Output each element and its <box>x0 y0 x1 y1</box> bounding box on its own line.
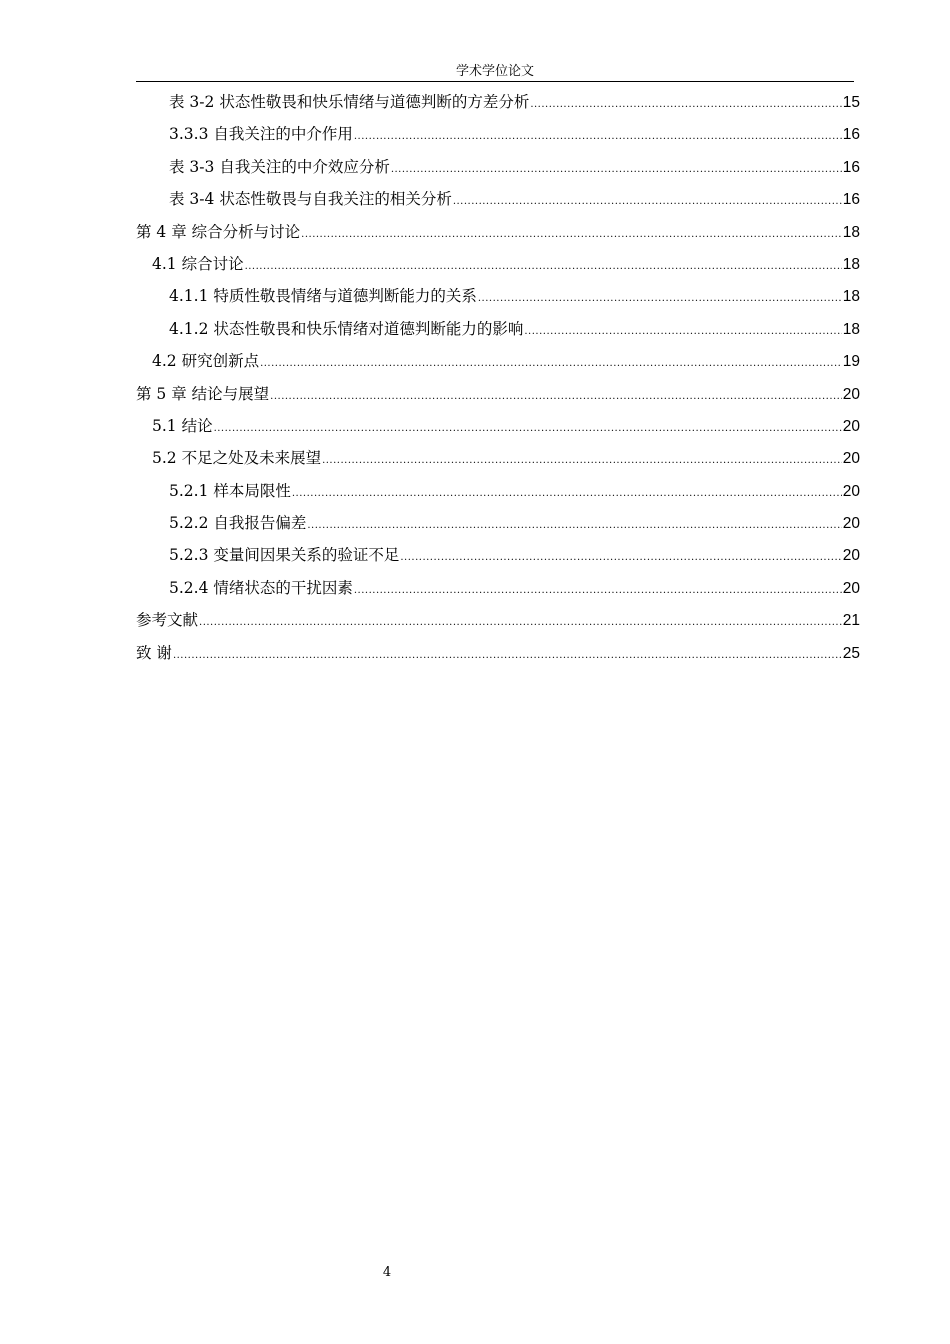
toc-entry-page-number: 18 <box>842 288 860 306</box>
toc-entry-title: 第 5 章 结论与展望 <box>136 384 270 403</box>
toc-entry-title: 表 3-4 状态性敬畏与自我关注的相关分析 <box>169 190 452 209</box>
toc-entry-page-number: 16 <box>842 191 860 209</box>
toc-entry-page-number: 20 <box>842 515 860 533</box>
toc-dot-leader <box>199 611 842 635</box>
toc-entry-page-number: 18 <box>842 223 860 241</box>
toc-entry-title: 致 谢 <box>136 643 172 662</box>
toc-entry-page-number: 20 <box>842 417 860 435</box>
toc-dot-leader <box>524 320 841 344</box>
toc-entry-page-number: 16 <box>842 158 860 176</box>
toc-entry-title: 5.2 不足之处及未来展望 <box>152 449 322 468</box>
toc-dot-leader <box>478 287 842 311</box>
toc-entry[interactable] <box>136 576 860 608</box>
page-number: 4 <box>382 1265 392 1280</box>
toc-entry-title: 4.2 研究创新点 <box>152 352 260 371</box>
toc-entry-page-number: 18 <box>842 255 860 273</box>
toc-entry[interactable] <box>136 284 860 316</box>
toc-entry-title: 4.1.1 特质性敬畏情绪与道德判断能力的关系 <box>169 287 477 306</box>
toc-entry[interactable] <box>136 414 860 446</box>
toc-entry-title: 3.3.3 自我关注的中介作用 <box>169 125 353 144</box>
toc-entry-page-number: 18 <box>842 320 860 338</box>
toc-entry-title: 5.2.3 变量间因果关系的验证不足 <box>169 546 400 565</box>
toc-entry[interactable] <box>136 511 860 543</box>
toc-entry-title: 5.1 结论 <box>152 416 213 435</box>
toc-entry-page-number: 20 <box>842 450 860 468</box>
toc-dot-leader <box>292 482 842 506</box>
page-header: 学术学位论文 <box>455 64 534 79</box>
toc-entry[interactable] <box>136 479 860 511</box>
toc-dot-leader <box>530 93 841 117</box>
toc-entry-title: 4.1 综合讨论 <box>152 254 244 273</box>
toc-entry-title: 第 4 章 综合分析与讨论 <box>136 222 301 241</box>
toc-entry-title: 表 3-3 自我关注的中介效应分析 <box>169 157 390 176</box>
toc-entry-page-number: 16 <box>842 126 860 144</box>
table-of-contents <box>136 90 860 673</box>
toc-dot-leader <box>453 190 842 214</box>
toc-entry-page-number: 20 <box>842 547 860 565</box>
toc-entry-page-number: 15 <box>842 94 860 111</box>
toc-entry-page-number: 19 <box>842 353 860 371</box>
toc-entry-page-number: 20 <box>842 385 860 403</box>
toc-entry-page-number: 21 <box>842 612 860 630</box>
toc-entry[interactable] <box>136 543 860 575</box>
toc-entry[interactable] <box>136 608 860 640</box>
toc-dot-leader <box>354 125 842 149</box>
toc-entry-title: 参考文献 <box>136 611 199 630</box>
toc-dot-leader <box>260 352 842 376</box>
toc-entry-page-number: 25 <box>842 644 860 662</box>
toc-entry-title: 5.2.2 自我报告偏差 <box>169 514 307 533</box>
toc-dot-leader <box>354 579 842 603</box>
toc-entry[interactable] <box>136 187 860 219</box>
toc-entry[interactable] <box>136 252 860 284</box>
toc-entry[interactable] <box>136 220 860 252</box>
toc-entry[interactable] <box>136 382 860 414</box>
toc-entry[interactable] <box>136 641 860 673</box>
toc-entry-title: 表 3-2 状态性敬畏和快乐情绪与道德判断的方差分析 <box>169 93 530 111</box>
toc-dot-leader <box>391 158 842 182</box>
toc-entry[interactable] <box>136 155 860 187</box>
toc-entry[interactable] <box>136 122 860 154</box>
toc-dot-leader <box>214 417 842 441</box>
toc-entry[interactable] <box>136 446 860 478</box>
toc-entry-title: 5.2.1 样本局限性 <box>169 481 291 500</box>
toc-dot-leader <box>307 514 841 538</box>
toc-entry-page-number: 20 <box>842 579 860 597</box>
toc-entry-title: 5.2.4 情绪状态的干扰因素 <box>169 578 353 597</box>
toc-dot-leader <box>400 546 841 570</box>
toc-entry[interactable] <box>136 90 860 122</box>
toc-entry[interactable] <box>136 317 860 349</box>
toc-dot-leader <box>301 223 842 247</box>
toc-entry-page-number: 20 <box>842 482 860 500</box>
toc-entry[interactable] <box>136 349 860 381</box>
toc-dot-leader <box>270 385 842 409</box>
toc-entry-title: 4.1.2 状态性敬畏和快乐情绪对道德判断能力的影响 <box>169 319 524 338</box>
toc-dot-leader <box>322 449 842 473</box>
toc-dot-leader <box>245 255 842 279</box>
header-rule <box>136 81 854 82</box>
toc-dot-leader <box>173 644 842 668</box>
